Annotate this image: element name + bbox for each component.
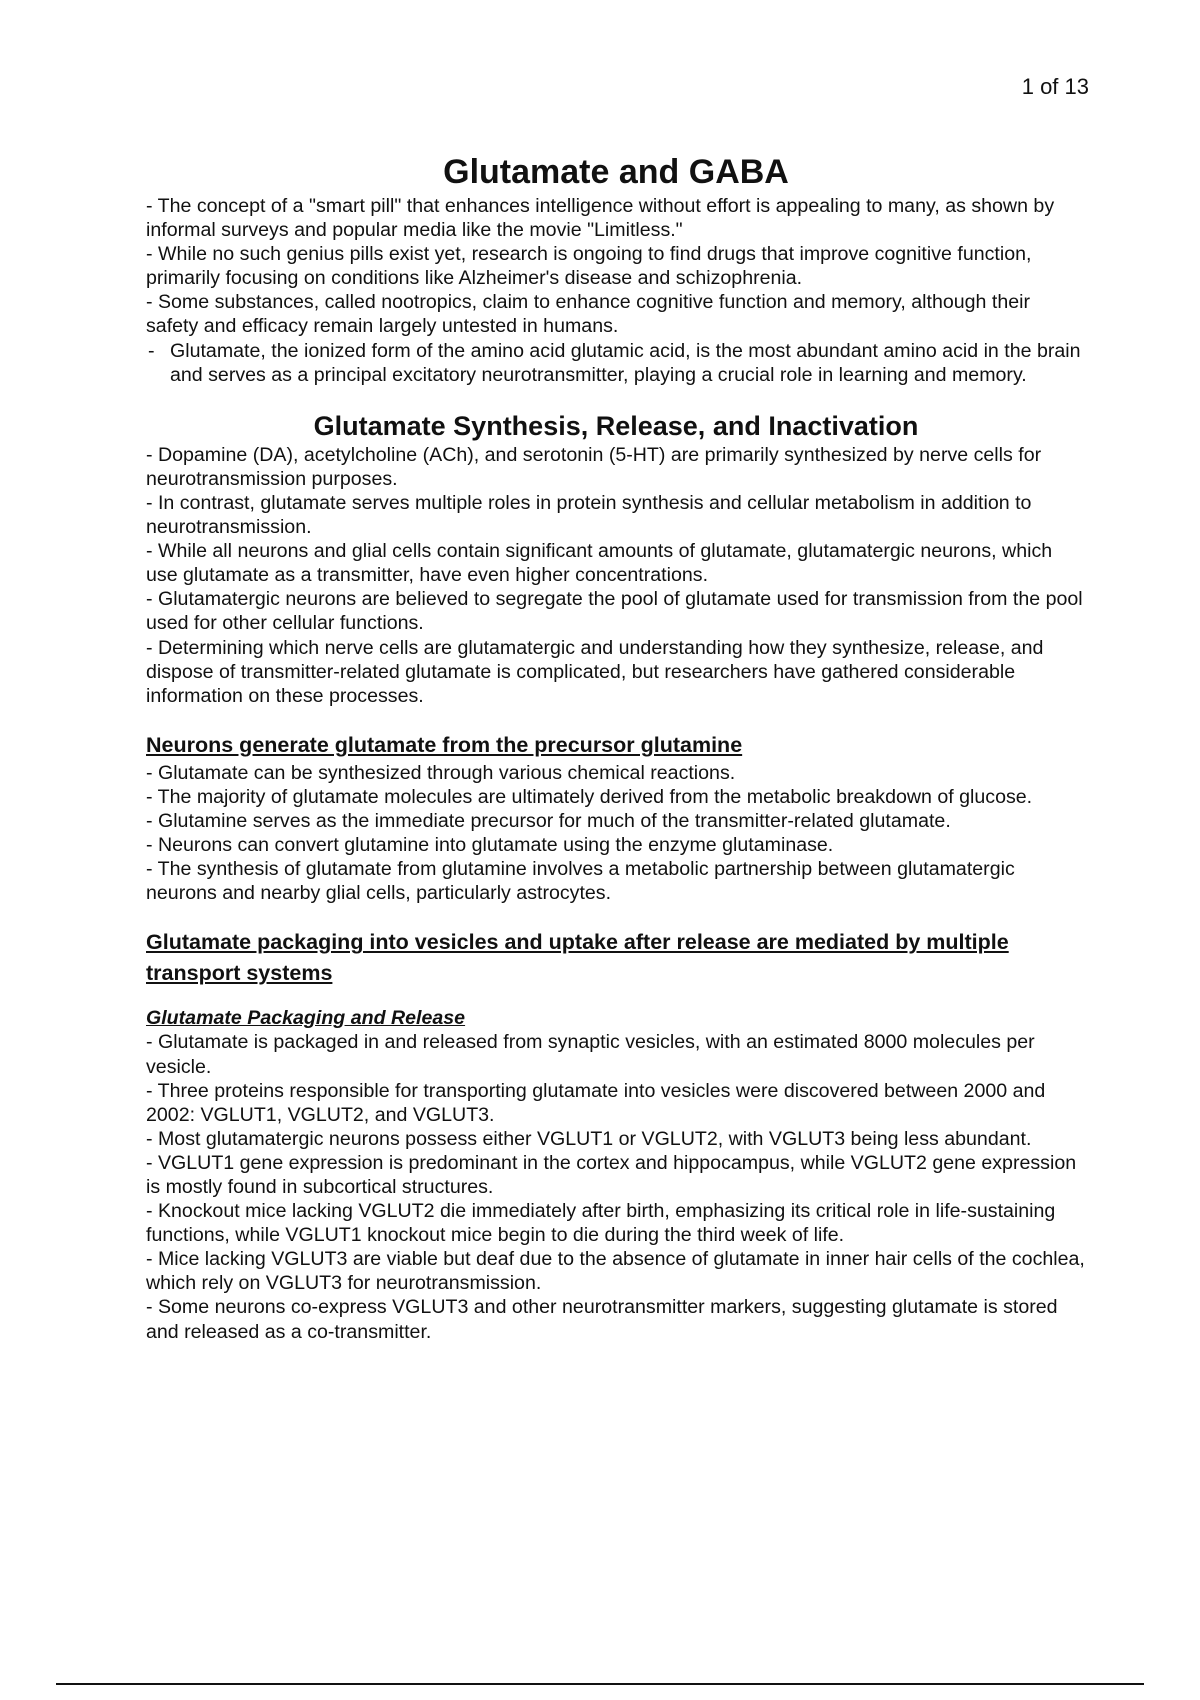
section-paragraph: - Glutamine serves as the immediate precursor for much of the transmitter-related glutamate. (146, 809, 951, 832)
section-glutamine (146, 730, 1086, 906)
subsection-heading: Neurons generate glutamate from the precursor glutamine (146, 732, 743, 757)
intro-paragraph: - While no such genius pills exist yet, research is ongoing to find drugs that improve cognitive function, primarily focusing on conditions like Alzheimer's disease and schizophrenia. (146, 243, 1032, 290)
subsubsection-heading: Glutamate Packaging and Release (146, 1007, 466, 1030)
section-paragraph: - The synthesis of glutamate from glutamine involves a metabolic partnership between glutamatergic neurons and nearby glial cells, particularly astrocytes. (146, 858, 1015, 905)
document-title: Glutamate and GABA (443, 153, 789, 191)
section-paragraph: - The majority of glutamate molecules are ultimately derived from the metabolic breakdown of glucose. (146, 785, 1033, 808)
section-paragraph: - Mice lacking VGLUT3 are viable but deaf due to the absence of glutamate in inner hair cells of the cochlea, which rely on VGLUT3 for neurotransmission. (146, 1248, 1085, 1295)
footer-divider (56, 1683, 1144, 1685)
section-paragraph: - In contrast, glutamate serves multiple roles in protein synthesis and cellular metabolism in addition to neurotransmission. (146, 491, 1032, 539)
section-paragraph: - Knockout mice lacking VGLUT2 die immediately after birth, emphasizing its critical role in life-sustaining functions, while VGLUT1 knockout mice begin to die during the third week of life. (146, 1200, 1056, 1247)
section-synthesis (146, 409, 1086, 708)
section-paragraph: - Glutamate can be synthesized through various chemical reactions. (146, 761, 736, 784)
section-paragraph: - Dopamine (DA), acetylcholine (ACh), and serotonin (5-HT) are primarily synthesized by nerve cells for neurotransmission purposes. (146, 443, 1042, 490)
section-paragraph: - Some neurons co-express VGLUT3 and other neurotransmitter markers, suggesting glutamate is stored and released as a co-transmitter. (146, 1296, 1058, 1343)
intro-paragraph: - The concept of a "smart pill" that enhances intelligence without effort is appealing to many, as shown by informal surveys and popular media like the movie "Limitless." (146, 195, 1055, 242)
intro-section (146, 194, 1086, 387)
section-heading: Glutamate Synthesis, Release, and Inactivation (313, 410, 919, 441)
intro-paragraph: - Some substances, called nootropics, claim to enhance cognitive function and memory, although their safety and efficacy remain largely untested in humans. (146, 291, 1031, 338)
document-body (146, 150, 1086, 1344)
section-paragraph: - Most glutamatergic neurons possess either VGLUT1 or VGLUT2, with VGLUT3 being less abundant. (146, 1127, 1032, 1150)
page-number: 1 of 13 (1021, 74, 1089, 99)
section-paragraph: - Determining which nerve cells are glutamatergic and understanding how they synthesize, release, and dispose of transmitter-related glutamate is complicated, but researchers have gathered considerable information on these processes. (146, 636, 1044, 707)
list-item-text: Glutamate, the ionized form of the amino acid glutamic acid, is the most abundant amino acid in the brain and serves as a principal excitatory neurotransmitter, playing a crucial role in learning and memory. (170, 339, 1081, 386)
section-paragraph: - Glutamate is packaged in and released from synaptic vesicles, with an estimated 8000 molecules per vesicle. (146, 1031, 1035, 1078)
section-packaging (146, 927, 1086, 1343)
intro-list-item (146, 339, 1086, 387)
section-paragraph: - Three proteins responsible for transporting glutamate into vesicles were discovered between 2000 and 2002: VGLUT1, VGLUT2, and VGLUT3. (146, 1079, 1046, 1126)
section-paragraph: - While all neurons and glial cells contain significant amounts of glutamate, glutamatergic neurons, which use glutamate as a transmitter, have even higher concentrations. (146, 540, 1053, 587)
section-paragraph: - VGLUT1 gene expression is predominant in the cortex and hippocampus, while VGLUT2 gene expression is mostly found in subcortical structures. (146, 1151, 1077, 1198)
list-dash: - (148, 339, 155, 362)
section-paragraph: - Neurons can convert glutamine into glutamate using the enzyme glutaminase. (146, 834, 834, 857)
subsection-heading: Glutamate packaging into vesicles and uptake after release are mediated by multiple transport systems (146, 930, 1009, 986)
section-paragraph: - Glutamatergic neurons are believed to segregate the pool of glutamate used for transmission from the pool used for other cellular functions. (146, 588, 1083, 635)
